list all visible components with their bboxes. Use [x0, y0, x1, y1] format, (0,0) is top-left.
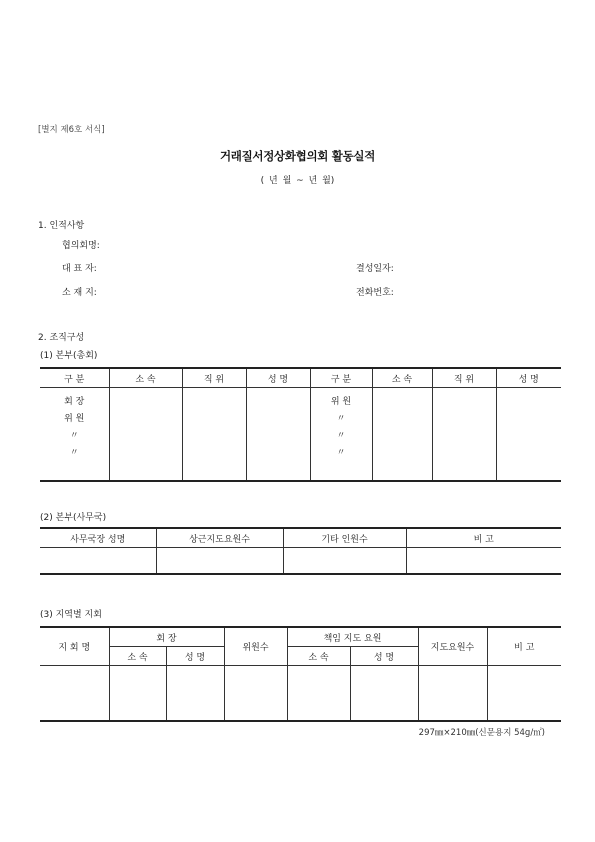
- col-header-name-2: 성 명: [496, 368, 561, 388]
- right-roles-cell: [310, 388, 372, 482]
- headquarters-general-table: [40, 367, 561, 482]
- role-ditto: 〃: [336, 431, 346, 441]
- headquarters-general-heading: (1) 본부(총회): [40, 351, 98, 361]
- col-header-position: 직 위: [182, 368, 246, 388]
- blank-cell[interactable]: [496, 388, 561, 482]
- blank-cell[interactable]: [40, 666, 109, 722]
- founded-date-label: 결성일자:: [356, 264, 394, 274]
- role-ditto: 〃: [69, 448, 79, 458]
- col-header-secretary-general-name: 사무국장 성명: [40, 528, 156, 548]
- role-chair: 회 장: [64, 397, 85, 407]
- blank-cell[interactable]: [287, 666, 350, 722]
- col-header-category: 구 분: [40, 368, 109, 388]
- col-header-name: 성 명: [246, 368, 310, 388]
- role-ditto: 〃: [69, 431, 79, 441]
- blank-cell[interactable]: [40, 548, 156, 575]
- blank-cell[interactable]: [182, 388, 246, 482]
- col-header-guide-count: 지도요원수: [418, 627, 487, 666]
- form-number: [별지 제6호 서식]: [38, 125, 105, 135]
- blank-cell[interactable]: [406, 548, 561, 575]
- col-header-remarks: 비 고: [406, 528, 561, 548]
- col-header-branch-name: 지 회 명: [40, 627, 109, 666]
- col-header-category-2: 구 분: [310, 368, 372, 388]
- blank-cell[interactable]: [224, 666, 287, 722]
- col-header-remarks: 비 고: [487, 627, 561, 666]
- col-header-guide-affiliation: 소 속: [287, 647, 350, 666]
- address-label: 소 재 지:: [62, 288, 97, 298]
- headquarters-secretariat-heading: (2) 본부(사무국): [40, 513, 107, 523]
- blank-cell[interactable]: [109, 388, 182, 482]
- left-roles-cell: [40, 388, 109, 482]
- col-header-affiliation: 소 속: [109, 368, 182, 388]
- col-header-chair-name: 성 명: [166, 647, 224, 666]
- col-header-lead-guide: 책임 지도 요원: [287, 627, 418, 647]
- section-personal-info-heading: 1. 인적사항: [38, 221, 85, 231]
- blank-cell[interactable]: [156, 548, 283, 575]
- col-header-member-count: 위원수: [224, 627, 287, 666]
- role-ditto: 〃: [336, 448, 346, 458]
- blank-cell[interactable]: [372, 388, 432, 482]
- col-header-other-staff: 기타 인원수: [283, 528, 406, 548]
- period-line: ( 년 월 ~ 년 월): [260, 176, 335, 186]
- document-title: 거래질서정상화협의회 활동실적: [219, 149, 376, 163]
- blank-cell[interactable]: [432, 388, 496, 482]
- blank-cell[interactable]: [487, 666, 561, 722]
- phone-label: 전화번호:: [356, 288, 394, 298]
- regional-branch-table: [40, 626, 561, 722]
- col-header-fulltime-guides: 상근지도요원수: [156, 528, 283, 548]
- role-member: 위 원: [64, 414, 85, 424]
- col-header-position-2: 직 위: [432, 368, 496, 388]
- role-member: 위 원: [330, 397, 352, 407]
- blank-cell[interactable]: [283, 548, 406, 575]
- col-header-chair-affiliation: 소 속: [109, 647, 166, 666]
- representative-label: 대 표 자:: [62, 264, 97, 274]
- headquarters-secretariat-table: [40, 527, 561, 575]
- blank-cell[interactable]: [350, 666, 418, 722]
- regional-branch-heading: (3) 지역별 지회: [40, 610, 102, 620]
- paper-spec-footer: 297㎜×210㎜(신문용지 54g/㎡): [418, 728, 545, 738]
- blank-cell[interactable]: [166, 666, 224, 722]
- council-name-label: 협의회명:: [62, 241, 100, 251]
- col-header-guide-name: 성 명: [350, 647, 418, 666]
- col-header-affiliation-2: 소 속: [372, 368, 432, 388]
- col-header-chair: 회 장: [109, 627, 224, 647]
- section-organization-heading: 2. 조직구성: [38, 333, 85, 343]
- blank-cell[interactable]: [246, 388, 310, 482]
- blank-cell[interactable]: [418, 666, 487, 722]
- blank-cell[interactable]: [109, 666, 166, 722]
- role-ditto: 〃: [336, 414, 346, 424]
